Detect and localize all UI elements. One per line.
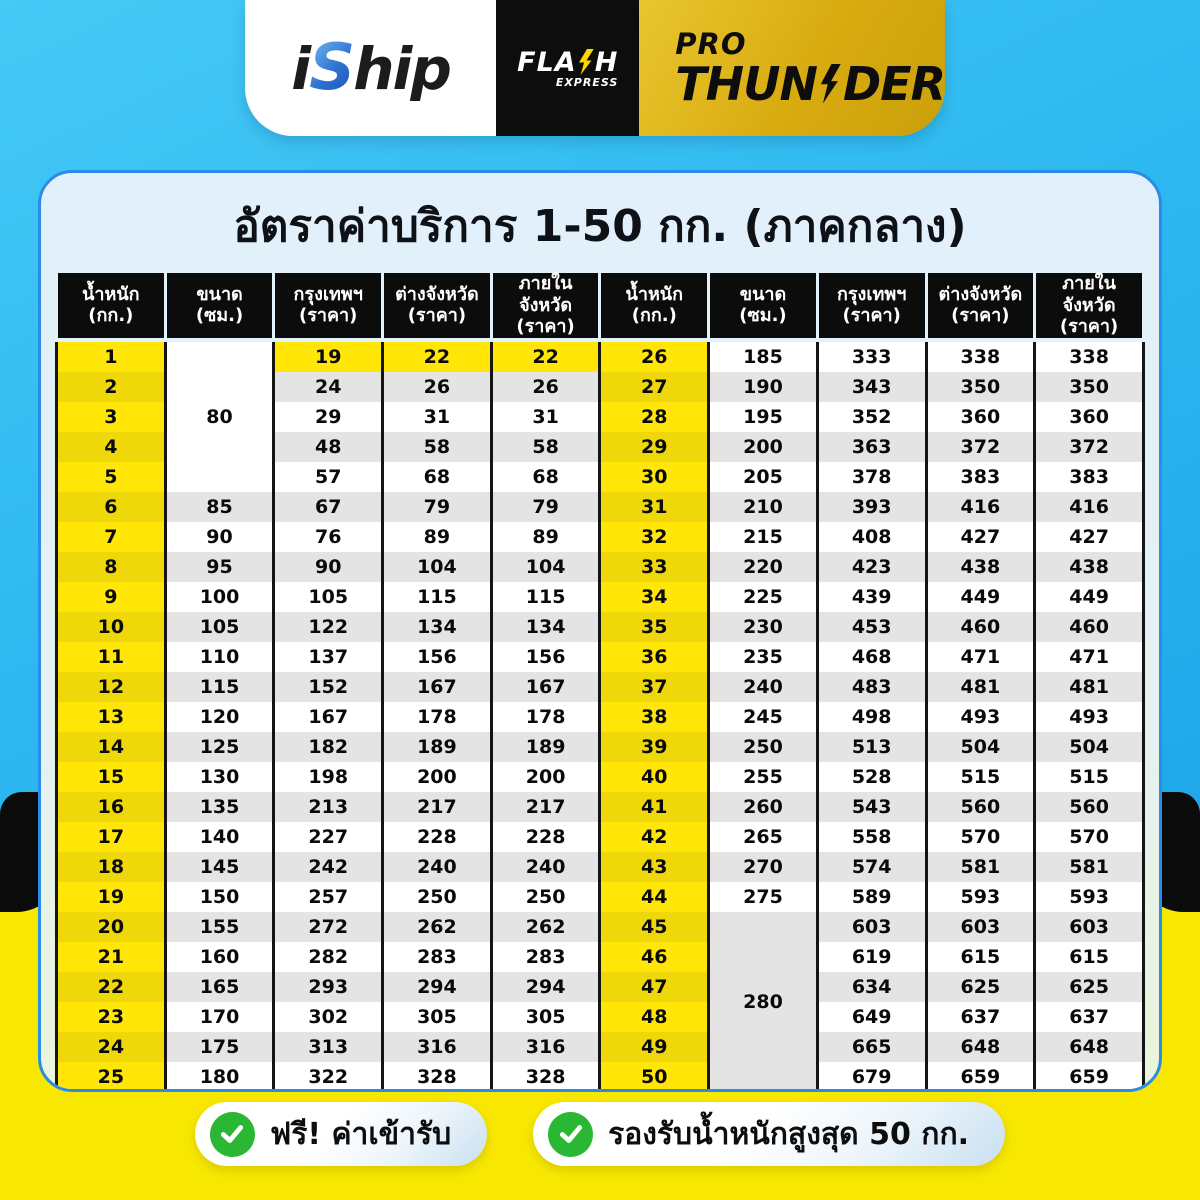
table-row <box>57 1032 1144 1062</box>
column-header: ต่างจังหวัด (ราคา) <box>383 273 492 340</box>
price-cell: 471 <box>1035 642 1144 672</box>
weight-cell: 44 <box>600 882 709 912</box>
price-cell: 156 <box>491 642 600 672</box>
price-cell: 648 <box>1035 1032 1144 1062</box>
size-cell: 115 <box>165 672 274 702</box>
size-cell: 220 <box>709 552 818 582</box>
size-cell: 85 <box>165 492 274 522</box>
price-cell: 581 <box>1035 852 1144 882</box>
price-cell: 104 <box>383 552 492 582</box>
weight-cell: 36 <box>600 642 709 672</box>
price-cell: 449 <box>926 582 1035 612</box>
price-cell: 200 <box>491 762 600 792</box>
lightning-bolt-icon <box>578 49 594 75</box>
weight-cell: 20 <box>57 912 166 942</box>
iship-s-swoosh: S <box>309 31 354 105</box>
size-cell: 140 <box>165 822 274 852</box>
table-row <box>57 972 1144 1002</box>
price-cell: 528 <box>817 762 926 792</box>
price-cell: 31 <box>383 402 492 432</box>
price-cell: 504 <box>1035 732 1144 762</box>
price-cell: 105 <box>274 582 383 612</box>
price-cell: 213 <box>274 792 383 822</box>
weight-cell: 8 <box>57 552 166 582</box>
thunder-wordmark: THUN DER <box>675 56 945 111</box>
price-cell: 427 <box>1035 522 1144 552</box>
price-cell: 79 <box>491 492 600 522</box>
price-cell: 178 <box>383 702 492 732</box>
weight-cell: 35 <box>600 612 709 642</box>
weight-cell: 19 <box>57 882 166 912</box>
table-row <box>57 792 1144 822</box>
price-cell: 189 <box>491 732 600 762</box>
price-cell: 423 <box>817 552 926 582</box>
price-cell: 322 <box>274 1062 383 1092</box>
price-cell: 619 <box>817 942 926 972</box>
weight-cell: 17 <box>57 822 166 852</box>
price-cell: 493 <box>1035 702 1144 732</box>
size-cell: 95 <box>165 552 274 582</box>
weight-cell: 33 <box>600 552 709 582</box>
size-cell: 130 <box>165 762 274 792</box>
size-cell-merged: 80 <box>165 340 274 492</box>
price-cell: 26 <box>383 372 492 402</box>
size-cell: 275 <box>709 882 818 912</box>
price-cell: 481 <box>926 672 1035 702</box>
price-cell: 416 <box>1035 492 1144 522</box>
price-cell: 200 <box>383 762 492 792</box>
price-cell: 363 <box>817 432 926 462</box>
price-cell: 360 <box>1035 402 1144 432</box>
price-cell: 570 <box>1035 822 1144 852</box>
size-cell: 125 <box>165 732 274 762</box>
price-cell: 408 <box>817 522 926 552</box>
weight-cell: 29 <box>600 432 709 462</box>
weight-cell: 39 <box>600 732 709 762</box>
price-cell: 217 <box>491 792 600 822</box>
price-cell: 453 <box>817 612 926 642</box>
price-cell: 328 <box>491 1062 600 1092</box>
price-cell: 68 <box>383 462 492 492</box>
table-row <box>57 942 1144 972</box>
price-cell: 483 <box>817 672 926 702</box>
price-cell: 378 <box>817 462 926 492</box>
weight-cell: 9 <box>57 582 166 612</box>
price-cell: 182 <box>274 732 383 762</box>
weight-cell: 22 <box>57 972 166 1002</box>
price-cell: 372 <box>926 432 1035 462</box>
price-cell: 89 <box>383 522 492 552</box>
weight-cell: 12 <box>57 672 166 702</box>
price-cell: 115 <box>491 582 600 612</box>
price-cell: 665 <box>817 1032 926 1062</box>
size-cell: 120 <box>165 702 274 732</box>
table-row <box>57 1062 1144 1092</box>
size-cell: 135 <box>165 792 274 822</box>
flash-express-label: EXPRESS <box>555 75 619 89</box>
price-cell: 19 <box>274 340 383 372</box>
weight-cell: 48 <box>600 1002 709 1032</box>
flash-wordmark: FLA H <box>517 46 619 78</box>
weight-cell: 13 <box>57 702 166 732</box>
price-cell: 272 <box>274 912 383 942</box>
iship-logo <box>245 0 496 136</box>
price-cell: 242 <box>274 852 383 882</box>
price-cell: 305 <box>383 1002 492 1032</box>
price-cell: 416 <box>926 492 1035 522</box>
price-cell: 250 <box>383 882 492 912</box>
price-cell: 449 <box>1035 582 1144 612</box>
weight-cell: 25 <box>57 1062 166 1092</box>
size-cell: 190 <box>709 372 818 402</box>
weight-cell: 46 <box>600 942 709 972</box>
price-cell: 574 <box>817 852 926 882</box>
price-cell: 257 <box>274 882 383 912</box>
weight-cell: 14 <box>57 732 166 762</box>
price-cell: 24 <box>274 372 383 402</box>
price-cell: 227 <box>274 822 383 852</box>
free-pickup-badge <box>195 1102 487 1166</box>
price-cell: 625 <box>1035 972 1144 1002</box>
size-cell: 185 <box>709 340 818 372</box>
price-cell: 167 <box>383 672 492 702</box>
table-row <box>57 852 1144 882</box>
weight-cell: 47 <box>600 972 709 1002</box>
price-cell: 283 <box>383 942 492 972</box>
price-cell: 189 <box>383 732 492 762</box>
weight-cell: 41 <box>600 792 709 822</box>
price-cell: 76 <box>274 522 383 552</box>
price-cell: 581 <box>926 852 1035 882</box>
price-cell: 29 <box>274 402 383 432</box>
price-cell: 338 <box>926 340 1035 372</box>
price-cell: 558 <box>817 822 926 852</box>
size-cell: 255 <box>709 762 818 792</box>
weight-cell: 15 <box>57 762 166 792</box>
size-cell: 250 <box>709 732 818 762</box>
column-header: ภายในจังหวัด (ราคา) <box>491 273 600 340</box>
table-row <box>57 642 1144 672</box>
price-cell: 228 <box>383 822 492 852</box>
weight-cell: 23 <box>57 1002 166 1032</box>
rate-card-panel <box>38 170 1162 1092</box>
price-cell: 198 <box>274 762 383 792</box>
price-cell: 504 <box>926 732 1035 762</box>
size-cell: 110 <box>165 642 274 672</box>
rates-table <box>55 273 1145 1092</box>
price-cell: 460 <box>1035 612 1144 642</box>
price-cell: 615 <box>926 942 1035 972</box>
table-row <box>57 672 1144 702</box>
table-row <box>57 522 1144 552</box>
weight-cell: 18 <box>57 852 166 882</box>
price-cell: 22 <box>491 340 600 372</box>
size-cell: 90 <box>165 522 274 552</box>
table-row <box>57 582 1144 612</box>
price-cell: 22 <box>383 340 492 372</box>
rates-table-header <box>57 273 1144 340</box>
price-cell: 250 <box>491 882 600 912</box>
price-cell: 302 <box>274 1002 383 1032</box>
price-cell: 481 <box>1035 672 1144 702</box>
size-cell: 180 <box>165 1062 274 1092</box>
size-cell: 235 <box>709 642 818 672</box>
price-cell: 31 <box>491 402 600 432</box>
weight-cell: 45 <box>600 912 709 942</box>
size-cell: 165 <box>165 972 274 1002</box>
size-cell: 200 <box>709 432 818 462</box>
price-cell: 603 <box>1035 912 1144 942</box>
price-cell: 294 <box>383 972 492 1002</box>
weight-cell: 4 <box>57 432 166 462</box>
price-cell: 460 <box>926 612 1035 642</box>
weight-cell: 11 <box>57 642 166 672</box>
price-cell: 89 <box>491 522 600 552</box>
price-cell: 438 <box>926 552 1035 582</box>
table-row <box>57 912 1144 942</box>
weight-cell: 30 <box>600 462 709 492</box>
price-cell: 316 <box>383 1032 492 1062</box>
weight-cell: 43 <box>600 852 709 882</box>
size-cell: 210 <box>709 492 818 522</box>
weight-cell: 16 <box>57 792 166 822</box>
size-cell: 195 <box>709 402 818 432</box>
size-cell: 230 <box>709 612 818 642</box>
size-cell: 260 <box>709 792 818 822</box>
price-cell: 649 <box>817 1002 926 1032</box>
max-weight-badge <box>533 1102 1005 1166</box>
size-cell: 145 <box>165 852 274 882</box>
column-header: กรุงเทพฯ (ราคา) <box>274 273 383 340</box>
price-cell: 262 <box>383 912 492 942</box>
column-header: น้ำหนัก (กก.) <box>600 273 709 340</box>
table-row <box>57 702 1144 732</box>
iship-wordmark: iShip <box>291 31 450 105</box>
thunder-bolt-icon <box>819 64 841 104</box>
weight-cell: 31 <box>600 492 709 522</box>
price-cell: 589 <box>817 882 926 912</box>
price-cell: 282 <box>274 942 383 972</box>
size-cell: 150 <box>165 882 274 912</box>
weight-cell: 28 <box>600 402 709 432</box>
price-cell: 637 <box>1035 1002 1144 1032</box>
column-header: น้ำหนัก (กก.) <box>57 273 166 340</box>
weight-cell: 40 <box>600 762 709 792</box>
flash-express-logo <box>496 0 639 136</box>
price-cell: 625 <box>926 972 1035 1002</box>
price-cell: 515 <box>926 762 1035 792</box>
weight-cell: 6 <box>57 492 166 522</box>
price-cell: 383 <box>926 462 1035 492</box>
weight-cell: 21 <box>57 942 166 972</box>
weight-cell: 49 <box>600 1032 709 1062</box>
price-cell: 167 <box>274 702 383 732</box>
weight-cell: 32 <box>600 522 709 552</box>
price-cell: 637 <box>926 1002 1035 1032</box>
price-cell: 659 <box>1035 1062 1144 1092</box>
price-cell: 293 <box>274 972 383 1002</box>
price-cell: 659 <box>926 1062 1035 1092</box>
weight-cell: 3 <box>57 402 166 432</box>
table-row <box>57 552 1144 582</box>
price-cell: 48 <box>274 432 383 462</box>
price-cell: 167 <box>491 672 600 702</box>
weight-cell: 34 <box>600 582 709 612</box>
table-row <box>57 1002 1144 1032</box>
size-cell: 245 <box>709 702 818 732</box>
price-cell: 79 <box>383 492 492 522</box>
weight-cell: 10 <box>57 612 166 642</box>
size-cell: 175 <box>165 1032 274 1062</box>
price-cell: 305 <box>491 1002 600 1032</box>
column-header: ขนาด (ซม.) <box>709 273 818 340</box>
price-cell: 178 <box>491 702 600 732</box>
price-cell: 615 <box>1035 942 1144 972</box>
price-cell: 468 <box>817 642 926 672</box>
price-cell: 240 <box>491 852 600 882</box>
price-cell: 328 <box>383 1062 492 1092</box>
price-cell: 560 <box>926 792 1035 822</box>
price-cell: 26 <box>491 372 600 402</box>
size-cell: 270 <box>709 852 818 882</box>
weight-cell: 26 <box>600 340 709 372</box>
weight-cell: 5 <box>57 462 166 492</box>
table-row <box>57 492 1144 522</box>
price-cell: 57 <box>274 462 383 492</box>
pro-label: PRO <box>675 26 747 61</box>
pro-thunder-logo <box>639 0 945 136</box>
max-weight-label: รองรับน้ำหนักสูงสุด 50 กก. <box>608 1116 970 1152</box>
price-cell: 393 <box>817 492 926 522</box>
price-cell: 294 <box>491 972 600 1002</box>
price-cell: 570 <box>926 822 1035 852</box>
column-header: ขนาด (ซม.) <box>165 273 274 340</box>
price-cell: 68 <box>491 462 600 492</box>
weight-cell: 27 <box>600 372 709 402</box>
price-cell: 383 <box>1035 462 1144 492</box>
column-header: กรุงเทพฯ (ราคา) <box>817 273 926 340</box>
price-cell: 58 <box>491 432 600 462</box>
price-cell: 122 <box>274 612 383 642</box>
price-cell: 134 <box>491 612 600 642</box>
check-icon <box>210 1112 255 1157</box>
price-cell: 603 <box>817 912 926 942</box>
price-cell: 360 <box>926 402 1035 432</box>
weight-cell: 37 <box>600 672 709 702</box>
size-cell: 105 <box>165 612 274 642</box>
table-row <box>57 762 1144 792</box>
price-cell: 493 <box>926 702 1035 732</box>
price-cell: 515 <box>1035 762 1144 792</box>
size-cell: 205 <box>709 462 818 492</box>
price-cell: 152 <box>274 672 383 702</box>
table-row <box>57 882 1144 912</box>
price-cell: 67 <box>274 492 383 522</box>
price-cell: 438 <box>1035 552 1144 582</box>
size-cell: 155 <box>165 912 274 942</box>
free-pickup-label: ฟรี! ค่าเข้ารับ <box>269 1116 452 1152</box>
table-row <box>57 340 1144 372</box>
price-cell: 372 <box>1035 432 1144 462</box>
price-cell: 513 <box>817 732 926 762</box>
price-cell: 343 <box>817 372 926 402</box>
table-row <box>57 822 1144 852</box>
price-cell: 427 <box>926 522 1035 552</box>
check-icon <box>548 1112 593 1157</box>
price-cell: 498 <box>817 702 926 732</box>
weight-cell: 7 <box>57 522 166 552</box>
price-cell: 634 <box>817 972 926 1002</box>
price-cell: 593 <box>926 882 1035 912</box>
price-cell: 560 <box>1035 792 1144 822</box>
price-cell: 115 <box>383 582 492 612</box>
price-cell: 156 <box>383 642 492 672</box>
price-cell: 350 <box>1035 372 1144 402</box>
size-cell-merged: 280 <box>709 912 818 1092</box>
table-row <box>57 612 1144 642</box>
weight-cell: 24 <box>57 1032 166 1062</box>
size-cell: 170 <box>165 1002 274 1032</box>
size-cell: 100 <box>165 582 274 612</box>
price-cell: 104 <box>491 552 600 582</box>
price-cell: 352 <box>817 402 926 432</box>
size-cell: 240 <box>709 672 818 702</box>
price-cell: 240 <box>383 852 492 882</box>
price-cell: 338 <box>1035 340 1144 372</box>
price-cell: 313 <box>274 1032 383 1062</box>
page-title: อัตราค่าบริการ 1-50 กก. (ภาคกลาง) <box>233 201 967 252</box>
price-cell: 471 <box>926 642 1035 672</box>
price-cell: 648 <box>926 1032 1035 1062</box>
weight-cell: 1 <box>57 340 166 372</box>
table-row <box>57 732 1144 762</box>
size-cell: 225 <box>709 582 818 612</box>
price-cell: 603 <box>926 912 1035 942</box>
price-cell: 316 <box>491 1032 600 1062</box>
price-cell: 283 <box>491 942 600 972</box>
weight-cell: 42 <box>600 822 709 852</box>
weight-cell: 2 <box>57 372 166 402</box>
size-cell: 160 <box>165 942 274 972</box>
price-cell: 58 <box>383 432 492 462</box>
feature-badges <box>0 1102 1200 1166</box>
brand-bar <box>245 0 945 136</box>
price-cell: 439 <box>817 582 926 612</box>
weight-cell: 38 <box>600 702 709 732</box>
price-cell: 228 <box>491 822 600 852</box>
price-cell: 134 <box>383 612 492 642</box>
size-cell: 215 <box>709 522 818 552</box>
price-cell: 679 <box>817 1062 926 1092</box>
price-cell: 90 <box>274 552 383 582</box>
column-header: ภายในจังหวัด (ราคา) <box>1035 273 1144 340</box>
column-header: ต่างจังหวัด (ราคา) <box>926 273 1035 340</box>
weight-cell: 50 <box>600 1062 709 1092</box>
size-cell: 265 <box>709 822 818 852</box>
price-cell: 333 <box>817 340 926 372</box>
price-cell: 262 <box>491 912 600 942</box>
price-cell: 217 <box>383 792 492 822</box>
price-cell: 137 <box>274 642 383 672</box>
price-cell: 593 <box>1035 882 1144 912</box>
price-cell: 543 <box>817 792 926 822</box>
price-cell: 350 <box>926 372 1035 402</box>
